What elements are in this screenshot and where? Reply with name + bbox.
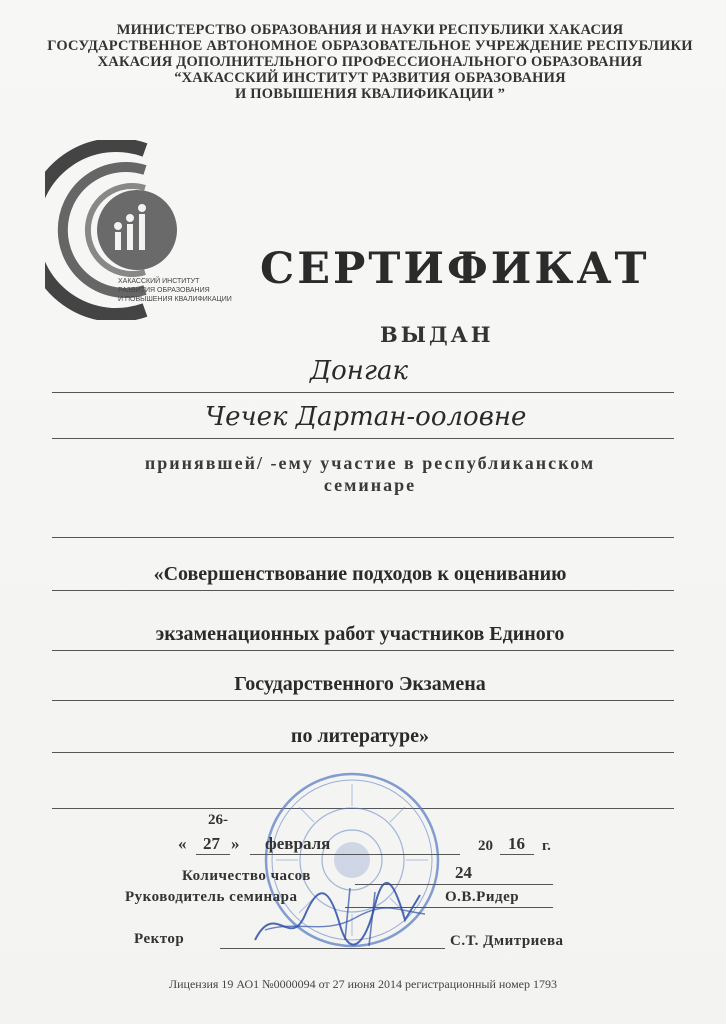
rector-label: Ректор — [134, 931, 185, 947]
surname-line — [52, 392, 674, 393]
leader-name: О.В.Ридер — [445, 889, 520, 905]
participation-text — [50, 452, 690, 496]
date-month: февраля — [265, 834, 331, 853]
header-line-1: МИНИСТЕРСТВО ОБРАЗОВАНИЯ И НАУКИ РЕСПУБЛИКИ ХАКАСИЯ — [116, 22, 624, 38]
date-day-line — [196, 854, 230, 855]
date-year-prefix: 20 — [478, 838, 493, 854]
date-month-line — [250, 854, 460, 855]
topic-rule-2 — [52, 650, 674, 651]
certificate-title: СЕРТИФИКАТ — [260, 244, 650, 294]
name-line — [52, 438, 674, 439]
date-day-top: 26- — [208, 812, 228, 828]
topic-rule-1 — [52, 590, 674, 591]
date-year-line — [500, 854, 534, 855]
header-line-2: ГОСУДАРСТВЕННОЕ АВТОНОМНОЕ ОБРАЗОВАТЕЛЬНОЕ УЧРЕЖДЕНИЕ РЕСПУБЛИКИ — [47, 38, 693, 54]
recipient-name: Чечек Дартан-ооловне — [205, 402, 527, 432]
topic-line-1: «Совершенствование подходов к оцениванию — [153, 563, 567, 585]
date-day: 27 — [203, 834, 220, 853]
license-footer: Лицензия 19 АО1 №0000094 от 27 июня 2014 регистрационный номер 1793 — [168, 977, 557, 991]
recipient-surname: Донгак — [310, 356, 409, 386]
date-year-unit: г. — [542, 838, 551, 854]
logo-caption — [118, 277, 232, 304]
topic-line-4: по литературе» — [290, 725, 430, 747]
rector-name: С.Т. Дмитриева — [450, 933, 564, 949]
hours-value: 24 — [455, 863, 472, 882]
header — [40, 22, 700, 102]
blank-line-1 — [52, 537, 674, 538]
issued-label: ВЫДАН — [380, 322, 494, 347]
topic-rule-3 — [52, 700, 674, 701]
participation-line-2: семинаре — [323, 475, 417, 495]
date-close-quote: » — [231, 834, 240, 853]
leader-label: Руководитель семинара — [125, 889, 298, 905]
date-open-quote: « — [178, 834, 187, 853]
signature-scribble — [245, 880, 435, 955]
hours-label: Количество часов — [182, 868, 311, 884]
participation-line-1: принявшей/ -ему участие в республиканском — [144, 453, 596, 473]
header-line-5: И ПОВЫШЕНИЯ КВАЛИФИКАЦИИ ” — [234, 86, 506, 102]
header-line-3: ХАКАСИЯ ДОПОЛНИТЕЛЬНОГО ПРОФЕССИОНАЛЬНОГО ОБРАЗОВАНИЯ — [97, 54, 643, 70]
topic-line-3: Государственного Экзамена — [234, 673, 486, 695]
header-line-4: “ХАКАССКИЙ ИНСТИТУТ РАЗВИТИЯ ОБРАЗОВАНИЯ — [174, 70, 566, 86]
topic-rule-4 — [52, 752, 674, 753]
topic-line-2: экзаменационных работ участников Единого — [155, 623, 565, 645]
logo-caption-line-1: ХАКАССКИЙ ИНСТИТУТ — [118, 278, 200, 285]
logo-caption-line-3: И ПОВЫШЕНИЯ КВАЛИФИКАЦИИ — [118, 296, 232, 303]
logo-caption-line-2: РАЗВИТИЯ ОБРАЗОВАНИЯ — [118, 287, 210, 294]
date-year-suffix: 16 — [508, 834, 525, 853]
